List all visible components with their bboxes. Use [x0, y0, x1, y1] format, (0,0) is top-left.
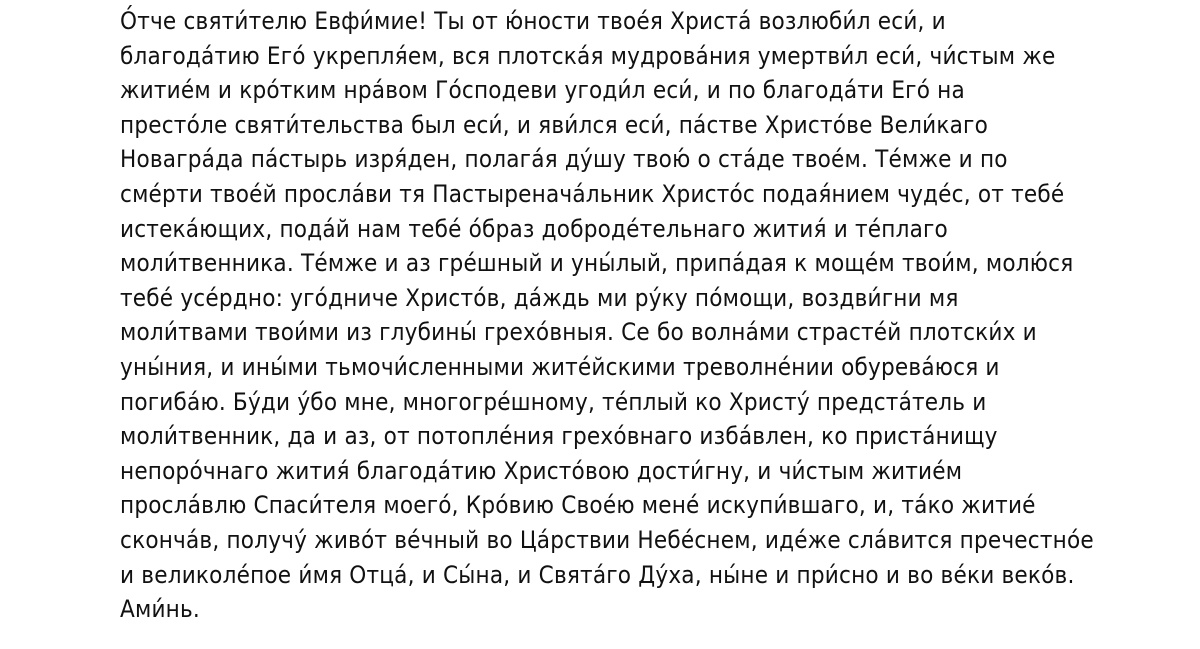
prayer-line: Новагра́да па́стырь изря́ден, полага́я ду́шу твою́ о ста́де твое́м. Те́мже и по: [120, 145, 1008, 174]
prayer-line: Ами́нь.: [120, 595, 200, 624]
prayer-line: престо́ле святи́тельства был еси́, и яви́лся еси́, па́стве Христо́ве Вели́каго: [120, 110, 988, 139]
prayer-line: моли́твенник, да и аз, от потопле́ния грехо́внаго изба́влен, ко приста́нищу: [120, 422, 998, 451]
prayer-line: О́тче святи́телю Евфи́мие! Ты от ю́ности твое́я Христа́ возлюби́л еси́, и: [120, 7, 946, 35]
prayer-line: уны́ния, и ины́ми тьмочи́сленными жите́йскими треволне́нии обурева́юся и: [120, 352, 1000, 381]
prayer-line: тебе́ усе́рдно: уго́дниче Христо́в, да́ждь ми ру́ку по́мощи, воздви́гни мя: [120, 283, 959, 312]
prayer-line: моли́твами твои́ми из глубины́ грехо́вныя. Се бо волна́ми страсте́й плотски́х и: [120, 318, 1037, 347]
prayer-line: житие́м и кро́тким нра́вом Го́сподеви угоди́л еси́, и по благода́ти Его́ на: [120, 76, 965, 105]
prayer-line: сконча́в, получу́ живо́т ве́чный во Ца́рствии Небе́снем, иде́же сла́вится пречестно́е: [120, 525, 1094, 554]
prayer-line: непоро́чнаго жития́ благода́тию Христо́вою дости́гну, и чи́стым житие́м: [120, 456, 963, 485]
prayer-line: и великоле́пое и́мя Отца́, и Сы́на, и Свята́го Ду́ха, ны́не и при́сно и во ве́ки веко́в.: [120, 560, 1075, 589]
prayer-line: погиба́ю. Бу́ди у́бо мне, многогре́шному, те́плый ко Христу́ предста́тель и: [120, 387, 987, 416]
prayer-line: моли́твенника. Те́мже и аз гре́шный и уны́лый, припа́дая к моще́м твои́м, молю́ся: [120, 249, 1074, 278]
prayer-line: благода́тию Его́ укрепля́ем, вся плотска́я мудрова́ния умертви́л еси́, чи́стым же: [120, 41, 1056, 70]
prayer-text: [120, 4, 1140, 627]
prayer-line: истека́ющих, пода́й нам тебе́ о́браз доброде́тельнаго жития́ и те́плаго: [120, 214, 948, 243]
prayer-line: сме́рти твое́й просла́ви тя Пастыренача́льник Христо́с подая́нием чуде́с, от тебе́: [120, 179, 1065, 208]
prayer-line: просла́влю Спаси́теля моего́, Кро́вию Свое́ю мене́ искупи́вшаго, и, та́ко житие́: [120, 491, 1036, 520]
